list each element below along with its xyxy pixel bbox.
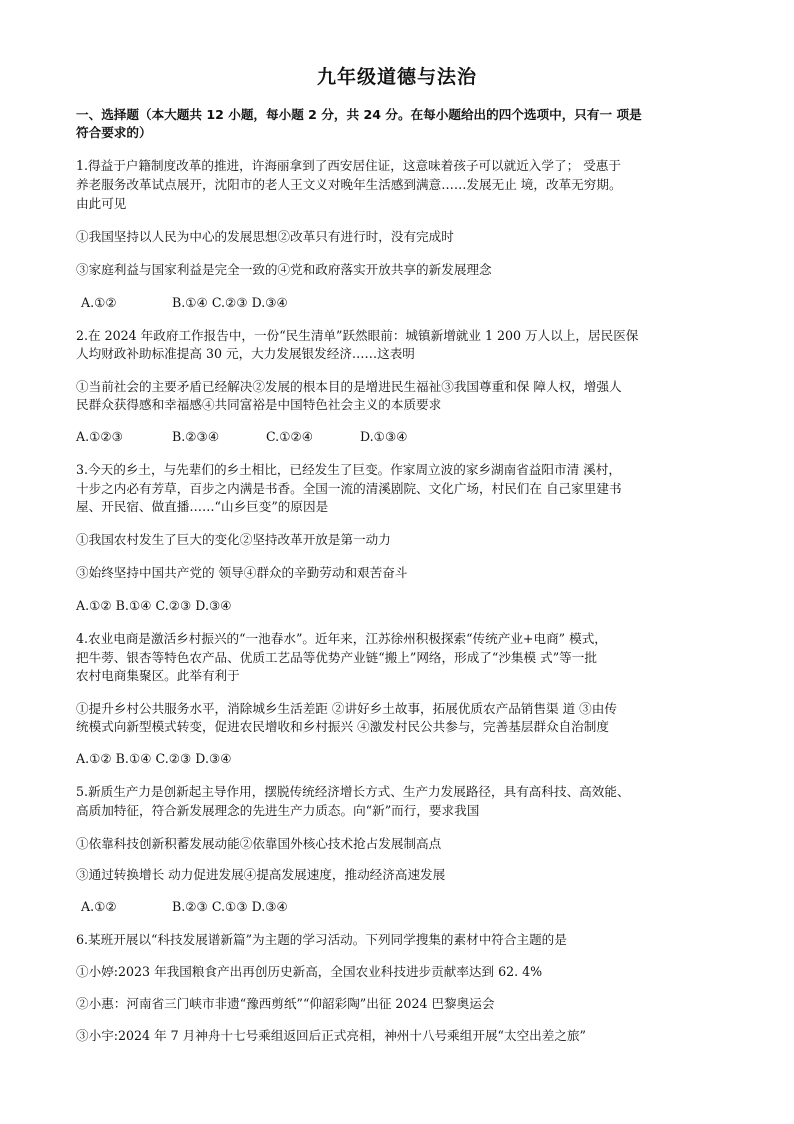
q5-stem-line-1: 5.新质生产力是创新起主导作用，摆脱传统经济增长方式、生产力发展路径，具有高科技、高效能、 xyxy=(76,784,630,799)
q4-stem-line-1: 4.农业电商是激活乡村振兴的“一池春水”。近年来，江苏徐州积极探索“传统产业+电商” 模式， xyxy=(76,631,607,646)
q2-option-b: B.②③④ xyxy=(172,429,220,444)
q6-statement-2: ②小惠：河南省三门峡市非遗“豫西剪纸”“仰韶彩陶”出征 2024 巴黎奥运会 xyxy=(76,996,495,1011)
q1-stem-line-1: 1.得益于户籍制度改革的推进，许海丽拿到了西安居住证，这意味着孩子可以就近入学了； 受惠于 xyxy=(76,158,621,173)
q4-stem-line-2: 把牛蒡、银杏等特色农产品、优质工艺品等优势产业链“搬上”网络，形成了“沙集模 式”等一批 xyxy=(76,650,597,665)
q5-stem-line-2: 高质加特征，符合新发展理念的先进生产力质态。向“新”而行，要求我国 xyxy=(76,803,480,818)
q3-statements-line-1: ①我国农村发生了巨大的变化②坚持改革开放是第一动力 xyxy=(76,532,391,547)
q5-option-a: A.①② xyxy=(81,899,117,914)
section-heading-line-1: 一、选择题（本大题共 12 小题，每小题 2 分，共 24 分。在每小题给出的四个选项中，只有一 项是 xyxy=(76,107,642,122)
q5-statements-line-2: ③通过转换增长 动力促进发展④提高发展速度，推动经济高速发展 xyxy=(76,867,446,882)
q1-stem-line-2: 养老服务改革试点展开，沈阳市的老人王文义对晚年生活感到满意……发展无止 境，改革无穷期。 xyxy=(76,177,622,192)
q2-option-d: D.①③④ xyxy=(360,429,408,444)
section-heading-line-2: 符合要求的） xyxy=(76,125,152,140)
q3-options: A.①② B.①④ C.②③ D.③④ xyxy=(76,598,232,613)
q6-statement-3: ③小宇:2024 年 7 月神舟十七号乘组返回后正式亮相，神州十八号乘组开展“太空出差之旅” xyxy=(76,1028,586,1043)
q3-stem-line-3: 屋、开民宿、做直播……“山乡巨变”的原因是 xyxy=(76,499,329,514)
q1-statements-line-1: ①我国坚持以人民为中心的发展思想②改革只有进行时，没有完成时 xyxy=(76,229,454,244)
q4-options: A.①② B.①④ C.②③ D.③④ xyxy=(76,751,232,766)
q4-statements-line-1: ①提升乡村公共服务水平，消除城乡生活差距 ②讲好乡土故事，拓展优质农产品销售渠 道 ③由传 xyxy=(76,701,617,716)
q5-statements-line-1: ①依靠科技创新积蓄发展动能②依靠国外核心技术抢占发展制高点 xyxy=(76,836,442,851)
q1-statements-line-2: ③家庭利益与国家利益是完全一致的④党和政府落实开放共享的新发展理念 xyxy=(76,262,492,277)
q1-options-bcd: B.①④ C.②③ D.③④ xyxy=(172,295,288,310)
q6-stem-line-1: 6.某班开展以“科技发展谱新篇”为主题的学习活动。下列同学搜集的素材中符合主题的是 xyxy=(76,932,567,947)
page-title: 九年级道德与法治 xyxy=(316,66,477,88)
q2-option-a: A.①②③ xyxy=(76,429,123,444)
q2-statements-line-1: ①当前社会的主要矛盾已经解决②发展的根本目的是增进民生福祉③我国尊重和保 障人权，增强人 xyxy=(76,379,622,394)
q2-stem-line-2: 人均财政补助标准提高 30 元，大力发展银发经济……这表明 xyxy=(76,346,415,361)
q4-statements-line-2: 统模式向新型模式转变，促进农民增收和乡村振兴 ④激发村民公共参与，完善基层群众自治制度 xyxy=(76,719,609,734)
q3-statements-line-2: ③始终坚持中国共产党的 领导④群众的辛勤劳动和艰苦奋斗 xyxy=(76,565,408,580)
q4-stem-line-3: 农村电商集聚区。此举有利于 xyxy=(76,668,240,683)
q2-statements-line-2: 民群众获得感和幸福感④共同富裕是中国特色社会主义的本质要求 xyxy=(76,397,442,412)
q6-statement-1: ①小婷:2023 年我国粮食产出再创历史新高，全国农业科技进步贡献率达到 62. 4% xyxy=(76,964,543,979)
q2-stem-line-1: 2.在 2024 年政府工作报告中，一份“民生清单”跃然眼前：城镇新增就业 1 200 万人以上，居民医保 xyxy=(76,328,639,343)
q3-stem-line-1: 3.今天的乡土，与先辈们的乡土相比，已经发生了巨变。作家周立波的家乡湖南省益阳市清 溪村， xyxy=(76,462,621,477)
q5-options-bcd: B.②③ C.①③ D.③④ xyxy=(172,899,288,914)
q2-option-c: C.①②④ xyxy=(266,429,314,444)
q1-option-a: A.①② xyxy=(81,295,117,310)
q3-stem-line-2: 十步之内必有芳草，百步之内满是书香。全国一流的清溪剧院、文化广场，村民们在 自己家里建书 xyxy=(76,481,622,496)
q1-stem-line-3: 由此可见 xyxy=(76,196,127,211)
